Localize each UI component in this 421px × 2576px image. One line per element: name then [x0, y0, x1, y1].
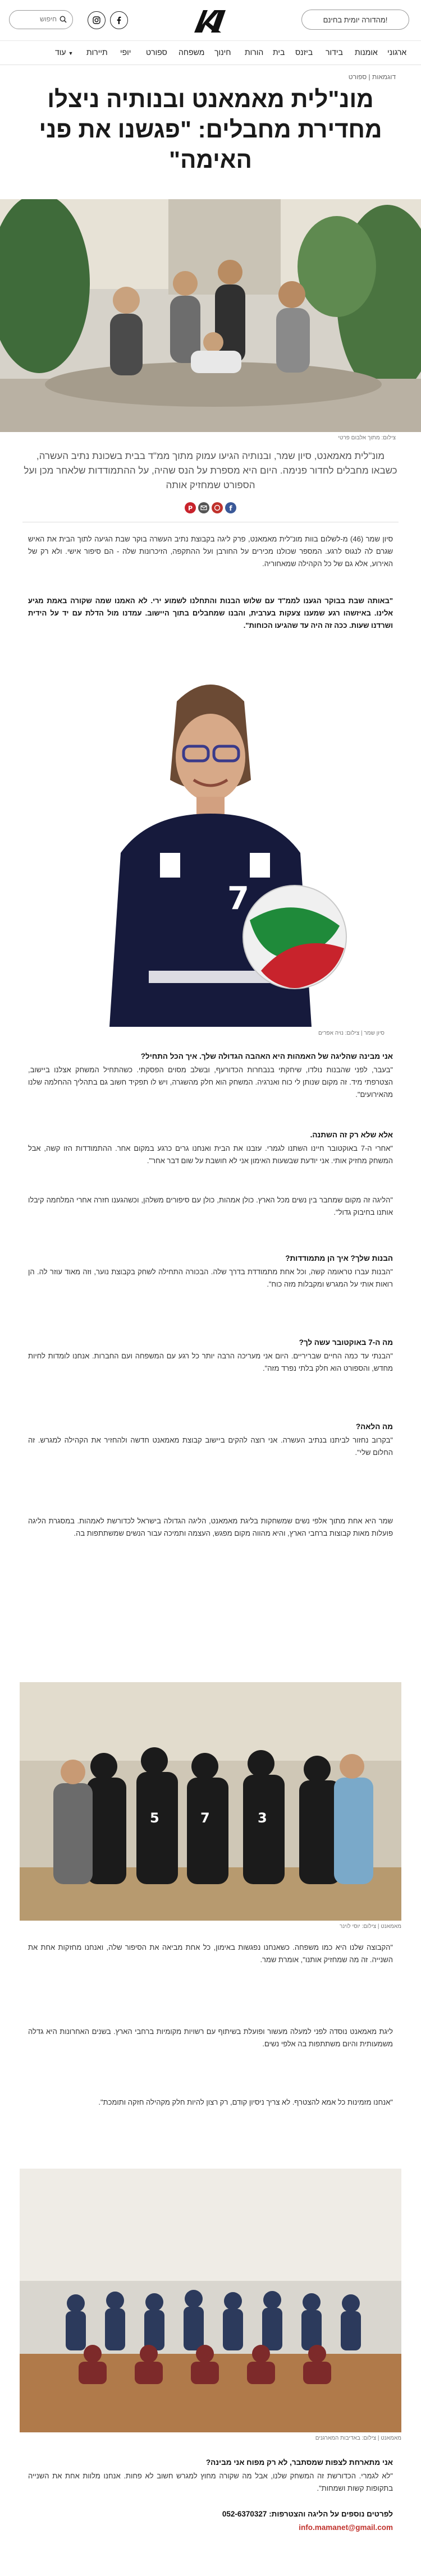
nav-item[interactable]: ספורט [146, 48, 167, 57]
section-label[interactable]: דוגמאות | ספורט [348, 73, 396, 81]
email-share[interactable] [198, 502, 209, 513]
nav-item[interactable]: חינוך [214, 48, 231, 57]
paragraph: "לא לגמרי. הכדורשת זה המשחק שלנו, אבל מה שקורה מחוץ למגרש חשוב לא פחות. אנחנו מלוות אחת את השנייה בתקופות קשות ושמחות". [28, 2472, 393, 2492]
nav-item[interactable]: משפחה [179, 48, 205, 57]
portrait-photo [36, 668, 385, 1027]
facebook-link[interactable] [110, 11, 128, 29]
svg-text:7: 7 [227, 880, 249, 917]
nav-item[interactable]: ביזנס [295, 48, 313, 57]
email-line [28, 2522, 393, 2534]
search-input[interactable] [15, 15, 58, 24]
question: הבנות שלך? איך הן מתמודדות? [285, 1254, 393, 1262]
portrait-credit: סיון שמר | צילום: נויה אפרים [318, 1030, 385, 1036]
chevron-down-icon: ▼ [68, 50, 74, 56]
whatsapp-icon [212, 502, 223, 513]
contact-line [28, 2508, 393, 2520]
group-photo [20, 2169, 401, 2432]
paragraph: "אחרי ה-7 באוקטובר חיינו השתנו לגמרי. עזבנו את הבית ואנחנו גרים כרגע במקום אחר. ההתמודדות הזו קשה, אבל המשחק מחזיק אותי. אני יודעת שבשעות האימון אני לא חושבת על שום דבר אחר". [28, 1144, 393, 1165]
paragraph: "באותה שבת בבוקר הגענו לממ"ד עם שלוש הבנות והתחלנו לשמוע ירי. לא האמנו שמה שקורה באמת מגיע אלינו. באיזשהו רגע שמענו צעקות בערבית, והבנו שמחבלים בתוך היישוב. עמדנו מול הדלת עם יד על הידית ושרדנו שעות. ככה זה היה עד שהגיעו הכוחות". [28, 596, 393, 630]
pinterest-share[interactable] [185, 502, 196, 513]
question: אני מתארחת לצפות שמסתבר, לא רק מפוח אני מבינה? [205, 2458, 393, 2467]
paragraph: "אנחנו מזמינות כל אמא להצטרף. לא צריך ניסיון קודם, רק רצון להיות חלק מקהילה חזקה ותומכת". [98, 2098, 393, 2106]
team-huddle-photo [20, 1682, 401, 1921]
whatsapp-share[interactable] [212, 502, 223, 513]
question: אלא שלא רק זה השתנה. [310, 1131, 393, 1139]
hero-image [0, 199, 421, 432]
instagram-link[interactable] [88, 11, 106, 29]
nav-item[interactable]: בית [273, 48, 285, 57]
contact-label: לפרטים נוספים על הליגה והצטרפות: [269, 2510, 393, 2518]
nav-item[interactable]: הורות [245, 48, 264, 57]
group-gym-photo [20, 2169, 401, 2432]
paragraph: סיון שמר (46) מ-לשלום בוות מונ"לית מאמאנט, פרק ליגה בקבוצת נתיב העשרה בוקר שבת הגיעה לתוך הבית את האיש שגרם לה לנגוס לרגע. המספר שכולנו מכירים על החורבן ועל ההתקפה, הזיכרונות שלה - הם סיפור אישי. ולא רק של האירוע, אלא גם של כל הקהילה שמאחוריה. [28, 535, 393, 568]
pinterest-icon [185, 502, 196, 513]
question: אני מבינה שהליגה של האמהות היא האהבה הגדולה שלך. איך הכל התחיל? [140, 1052, 393, 1060]
nav-item[interactable]: תיירות [86, 48, 108, 57]
paragraph: ליגת מאמאנט נוסדה לפני למעלה מעשור ופועלת בשיתוף עם רשויות מקומיות ברחבי הארץ. בשנים האחרונות היא גדלה משמעותית והיום משתתפות בה אלפי נשים. [28, 2027, 393, 2048]
nav-more-label: עוד [55, 48, 66, 57]
svg-text:P: P [187, 504, 193, 512]
search-box[interactable] [9, 10, 73, 29]
nav-item[interactable]: ארגוני [387, 48, 407, 57]
nav-item[interactable]: אומנות [355, 48, 378, 57]
question: מה הלאה? [355, 1422, 393, 1431]
portrait-image [36, 668, 385, 1027]
paragraph: "הליגה זה מקום שמחבר בין נשים מכל הארץ. כולן אמהות, כולן עם סיפורים משלהן, וכשהגענו חזרה אחרי המלחמה קיבלו אותנו בחיבוק גדול". [28, 1196, 393, 1216]
paragraph: "הבנתי עד כמה החיים שבריריים. היום אני מעריכה הרבה יותר כל רגע עם המשפחה ועם החברות. אנחנו לומדות לחיות מחדש, והספורט הוא חלק בלתי נפרד מזה". [28, 1352, 393, 1372]
search-icon [60, 16, 67, 23]
svg-text:3: 3 [258, 1810, 267, 1826]
svg-text:7: 7 [200, 1810, 210, 1826]
facebook-icon [225, 502, 236, 513]
main-nav [0, 41, 421, 65]
article-title: מונ"לית מאמאנט ובנותיה ניצלו מחדירת מחבלים: "פגשנו את פני האימה" [39, 86, 382, 173]
hero-photo-family [0, 199, 421, 432]
contact-phone[interactable]: 052-6370327 [222, 2510, 267, 2518]
article-subtitle: מונ"לית מאמאנט, סיון שמר, ובנותיה הגיעו עמוק מתוך ממ"ד בבית בשכונת נתיב העשרה, כשבאו מחבלים לחדור פנימה. היום היא מספרת על הנס שהיה, על ההתמודדות שלאחר מכן ועל הספורט שמחזיק אותה [24, 451, 397, 490]
svg-text:5: 5 [150, 1810, 159, 1826]
mail-icon [198, 502, 209, 513]
instagram-icon [93, 16, 100, 24]
team-photo [20, 1682, 401, 1921]
paragraph: "בקרוב נחזור לביתנו בנתיב העשרה. אני רוצה להקים ביישוב קבוצת מאמאנט חדשה ולהחזיר את הקהילה למגרש. זה החלום שלי". [28, 1436, 393, 1457]
nav-more[interactable] [55, 48, 73, 57]
subscribe-button[interactable]: מהדורה יומית בחינם! [301, 10, 409, 30]
logo-mark-icon [186, 6, 235, 37]
top-bar [0, 0, 421, 41]
nav-item[interactable]: יופי [120, 48, 131, 57]
hero-credit: צילום: מתוך אלבום פרטי [338, 435, 396, 441]
photo2-credit: מאמאנט | צילום: יוסי לוינר [339, 1923, 401, 1930]
svg-text:f: f [229, 504, 232, 512]
paragraph: שמר היא אחת מתוך אלפי נשים שמשחקות בליגת מאמאנט, הליגה הגדולה בישראל לכדורשת לאמהות. במסגרת הליגה פועלות מאות קבוצות ברחבי הארץ, והיא מהווה מקום מפגש, העצמה ותמיכה עבור הנשים שמשתתפות בה. [28, 1517, 393, 1537]
paragraph: "הבנות עברו טראומה קשה, וכל אחת מתמודדת בדרך שלה. הבכורה התחילה לשחק בקבוצת נוער, וזה מאוד עוזר לה. הן רואות אותי על המגרש ומקבלות מזה כוח". [28, 1268, 393, 1288]
site-logo[interactable] [186, 6, 235, 37]
paragraph: "בעבר, לפני שהבנות נולדו, שיחקתי בנבחרות הכדורעף, ובשלב מסוים הפסקתי. כשהתחיל המשחק אצלנו ביישוב, הצטרפתי מיד. זה מקום שנותן לי כוח ואנרגיה. המשחק הוא חלק מהשגרה, ויש לו תפקיד חשוב גם בתהליך ההחלמה שלנו מהאירועים". [28, 1066, 393, 1099]
facebook-icon [115, 16, 123, 24]
nav-item[interactable]: בידור [326, 48, 343, 57]
contact-email[interactable]: info.mamanet@gmail.com [299, 2523, 393, 2532]
facebook-share[interactable] [225, 502, 236, 513]
paragraph: "הקבוצה שלנו היא כמו משפחה. כשאנחנו נפגשות באימון, כל אחת מביאה את הסיפור שלה, ואנחנו מחזקות אחת את השנייה. זה מה שמחזיק אותנו", אומרת שמר. [28, 1943, 393, 1964]
photo3-credit: מאמאנט | צילום: באדיבות המארגנים [315, 2435, 401, 2441]
question: מה ה-7 באוקטובר עשה לך? [299, 1338, 393, 1347]
